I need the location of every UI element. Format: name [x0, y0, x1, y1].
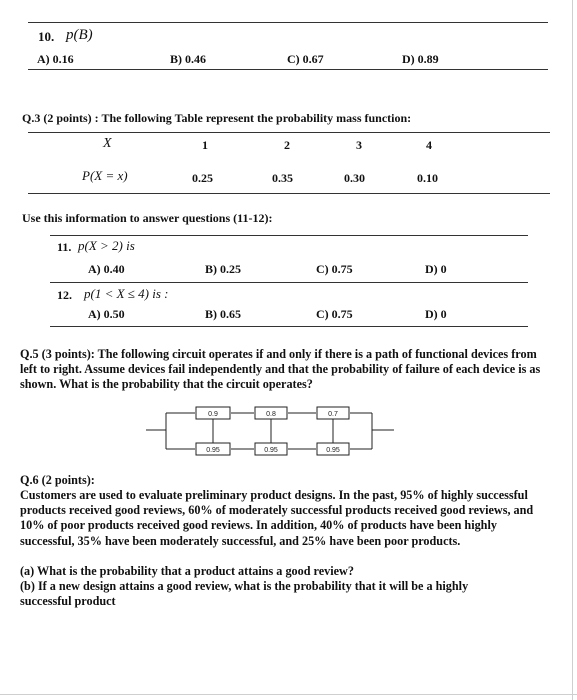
q12-option-b: B) 0.65 [205, 307, 241, 321]
use-info-text: Use this information to answer questions (11-12): [22, 211, 273, 225]
q11-expression: p(X > 2) is [78, 238, 135, 253]
page-edge-bottom [0, 694, 577, 695]
q10-number: 10. [38, 29, 55, 44]
q11-option-b: B) 0.25 [205, 262, 241, 276]
q10-option-c: C) 0.67 [287, 52, 324, 66]
pmf-row-p-label: P(X = x) [82, 168, 128, 183]
q3-header: Q.3 (2 points) : The following Table represent the probability mass function: [22, 111, 412, 125]
device-bottom-1-label: 0.95 [206, 447, 220, 454]
pmf-x-1: 1 [202, 138, 208, 152]
page-edge-right [572, 0, 573, 700]
q11-option-d: D) 0 [425, 262, 447, 276]
q11-option-c: C) 0.75 [316, 262, 353, 276]
pmf-x-2: 2 [284, 138, 290, 152]
q12-bottom-rule [50, 326, 528, 327]
circuit-diagram [140, 396, 400, 466]
q12-option-c: C) 0.75 [316, 307, 353, 321]
q6-body: Customers are used to evaluate preliminary product designs. In the past, 95% of highly successful products received good reviews, 60% of moderately successful products received good reviews, and 10% of poor products received good reviews. In addition, 40% of products have been highly successful, 35% have been moderately successful, and 25% have been poor products. [20, 488, 534, 548]
q10-top-rule [28, 22, 548, 23]
q12-top-rule [50, 282, 528, 283]
pmf-x-3: 3 [356, 138, 362, 152]
pmf-p-1: 0.25 [192, 171, 213, 185]
pmf-table-bottom-rule [28, 193, 550, 194]
device-top-3-label: 0.7 [328, 411, 338, 418]
q12-expression: p(1 < X ≤ 4) is : [84, 286, 169, 301]
device-bottom-3-label: 0.95 [326, 447, 340, 454]
q6-part-b: (b) If a new design attains a good review, what is the probability that it will be a highly successful product [20, 579, 469, 609]
q12-option-d: D) 0 [425, 307, 447, 321]
pmf-p-3: 0.30 [344, 171, 365, 185]
q10-expression: p(B) [66, 27, 93, 43]
pmf-p-2: 0.35 [272, 171, 293, 185]
q6-title: Q.6 (2 points): [20, 473, 95, 487]
q10-bottom-rule [28, 69, 548, 70]
q5-text: Q.5 (3 points): The following circuit operates if and only if there is a path of functional devices from left to right. Assume devices fail independently and that the probability of failure of each device is as shown. What is the probability that the circuit operates? [20, 347, 541, 391]
q10-option-b: B) 0.46 [170, 52, 206, 66]
q12-option-a: A) 0.50 [88, 307, 125, 321]
q11-top-rule [50, 235, 528, 236]
q6-part-a: (a) What is the probability that a product attains a good review? [20, 564, 354, 578]
device-top-1-label: 0.9 [208, 411, 218, 418]
pmf-table-top-rule [28, 132, 550, 133]
pmf-x-4: 4 [426, 138, 432, 152]
q12-number: 12. [57, 288, 72, 302]
q10-option-a: A) 0.16 [37, 52, 74, 66]
q11-option-a: A) 0.40 [88, 262, 125, 276]
q10-option-d: D) 0.89 [402, 52, 439, 66]
pmf-row-x-label: X [103, 136, 112, 151]
device-bottom-2-label: 0.95 [264, 447, 278, 454]
q11-number: 11. [57, 240, 72, 254]
device-top-2-label: 0.8 [266, 411, 276, 418]
pmf-p-4: 0.10 [417, 171, 438, 185]
